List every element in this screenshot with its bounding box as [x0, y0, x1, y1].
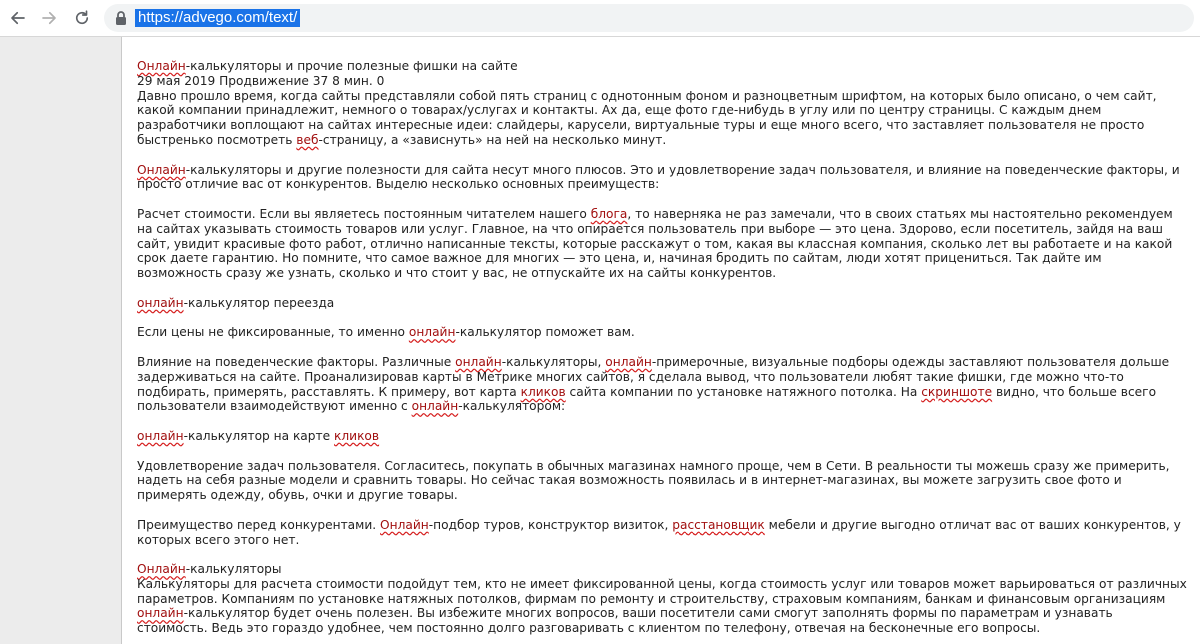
misspelled-word: Онлайн [137, 562, 186, 577]
paragraph-3: Расчет стоимости. Если вы являетесь постоянным читателем нашего блога, то наверняка не раз замечали, что в своих статьях мы настоятельно рекомендуем на сайтах указывать стоимость товаров или услуг. Главное, на что опирается пользователь при выборе — это цена. Здорово, если посетитель, зайдя на ваш сайт, увидит красивые фото работ, отлично написанные тексты, которые расскажут о том, какая вы классная компания, сколько лет вы работаете и на какой срок даете гарантию. Но помните, что самое важное для многих — это цена, и, начиная бродить по сайтам, люди хотят прицениться. Так дайте им возможность сразу же узнать, сколько и что стоит у вас, не отпускайте их на сайты конкурентов. [137, 206, 1173, 281]
misspelled-word: онлайн [411, 399, 459, 414]
back-button[interactable] [6, 6, 30, 30]
paragraph-2: Онлайн-калькуляторы и другие полезности для сайта несут много плюсов. Это и удовлетворение задач пользователя, и влияние на поведенческие факторы, и просто отличие вас от конкурентов. Выделю несколько основных преимуществ: [137, 162, 1180, 192]
paragraph-1: Давно прошло время, когда сайты представляли собой пять страниц с однотонным фоном и разноцветным шрифтом, на которых было описано, о чем сайт, какой компании принадлежит, немного о товарах/услугах и контакты. Ах да, еще фото где-нибудь в углу или по центру страницы. С каждым днем разработчики воплощают на сайтах интересные идеи: слайдеры, карусели, виртуальные туры и еще много всего, что заставляет пользователя не просто быстренько посмотреть веб-страницу, а «зависнуть» на ней на несколько минут. [137, 88, 1157, 147]
url-text[interactable]: https://advego.com/text/ [135, 9, 300, 27]
misspelled-word: веб [296, 132, 319, 147]
arrow-left-icon [9, 9, 27, 27]
paragraph-7: онлайн-калькулятор на карте кликов [137, 428, 380, 443]
article [137, 59, 1187, 636]
misspelled-word: онлайн [137, 295, 184, 310]
browser-toolbar [0, 0, 1200, 37]
forward-button[interactable] [37, 6, 61, 30]
misspelled-word: онлайн [605, 354, 652, 369]
paragraph-10: Онлайн-калькуляторы [137, 562, 282, 577]
paragraph-8: Удовлетворение задач пользователя. Согласитесь, покупать в обычных магазинах намного проще, чем в Сети. В реальности ты можешь сразу же примерить, надеть на себя разные модели и сравнить товары. Но сейчас такая возможность появилась и в интернет-магазинах, вы можете загрузить свое фото и примерять одежду, обувь, очки и другие товары. [137, 458, 1170, 503]
paragraph-11: Калькуляторы для расчета стоимости подойдут тем, кто не имеет фиксированной цены, когда стоимость услуг или товаров может варьироваться от различных параметров. Компаниям по установке натяжных потолков, фирмам по ремонту и строительству, страховым компаниям, банкам и финансовым организациям онлайн-калькулятор будет очень полезен. Вы избежите многих вопросов, ваши посетители сами смогут заполнять формы по параметрам и узнавать стоимость. Ведь это гораздо удобнее, чем постоянно долго разговаривать с клиентом по телефону, отвечая на бесконечные его вопросы. [137, 576, 1187, 636]
reload-button[interactable] [70, 6, 94, 30]
misspelled-word: онлайн [408, 325, 456, 340]
misspelled-word: онлайн [137, 606, 184, 621]
misspelled-word: кликов [520, 384, 566, 399]
misspelled-word: Онлайн [137, 162, 186, 177]
lock-icon [114, 10, 128, 26]
paragraph-6: Влияние на поведенческие факторы. Различные онлайн-калькуляторы, онлайн-примерочные, визуальные подборы одежды заставляют пользователя дольше задерживаться на сайте. Проанализировав карты в Метрике многих сайтов, я сделала вывод, что пользователи любят такие фишки, где можно что-то подбирать, примерять, расставлять. К примеру, вот карта кликов сайта компании по установке натяжного потолка. На скриншоте видно, что больше всего пользователи взаимодействуют именно с онлайн-калькулятором: [137, 354, 1170, 414]
reload-icon [73, 9, 91, 27]
misspelled-word: Онлайн [137, 59, 186, 73]
page-left-margin [0, 37, 122, 644]
article-meta: 29 мая 2019 Продвижение 37 8 мин. 0 [137, 73, 385, 88]
paragraph-5: Если цены не фиксированные, то именно онлайн-калькулятор поможет вам. [137, 325, 635, 340]
misspelled-word: расстановщик [672, 517, 765, 532]
misspelled-word: Онлайн [380, 517, 429, 532]
arrow-right-icon [40, 9, 58, 27]
misspelled-word: блога [590, 206, 628, 221]
misspelled-word: онлайн [455, 354, 502, 369]
address-bar[interactable] [104, 4, 1194, 32]
misspelled-word: онлайн [137, 428, 184, 443]
paragraph-4: онлайн-калькулятор переезда [137, 295, 335, 310]
misspelled-word: кликов [334, 428, 380, 443]
article-title: Онлайн-калькуляторы и прочие полезные фишки на сайте [137, 59, 518, 73]
misspelled-word: скриншоте [921, 384, 993, 399]
paragraph-9: Преимущество перед конкурентами. Онлайн-подбор туров, конструктор визиток, расстановщик мебели и другие выгодно отличат вас от ваших конкурентов, у которых всего этого нет. [137, 517, 1181, 547]
document-area [122, 37, 1200, 644]
